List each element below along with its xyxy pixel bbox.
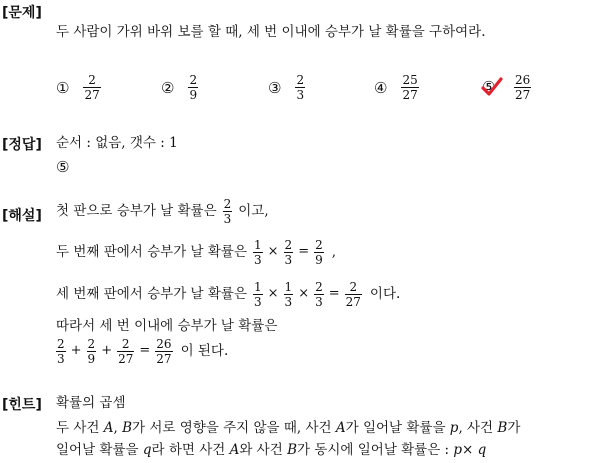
fraction: $\frac{1}{3}$ bbox=[284, 279, 293, 309]
option-marker: ① bbox=[56, 78, 70, 97]
question-text: 두 사람이 가위 바위 보를 할 때, 세 번 이내에 승부가 날 확률을 구하여라. bbox=[56, 24, 486, 40]
solution-line-4: 따라서 세 번 이내에 승부가 날 확률은 bbox=[56, 318, 278, 334]
solution-line-3: 세 번째 판에서 승부가 날 확률은 $\frac{1}{3}$ × $\frac{1}{3}$ × $\frac{2}{3}$ = $\frac{2}{27}$ 이다. bbox=[56, 279, 401, 309]
problem-tag: [문제] bbox=[2, 5, 42, 21]
option-marker: ② bbox=[161, 78, 175, 97]
hint-line-1: 두 사건 A, B가 서로 영향을 주지 않을 때, 사건 A가 일어날 확률을 p, 사건 B가 bbox=[56, 420, 521, 436]
hint-title: 확률의 곱셈 bbox=[56, 395, 126, 411]
option-fraction: $\frac{25}{27}$ bbox=[402, 73, 418, 102]
answer-mark: ⑤ bbox=[56, 158, 70, 176]
fraction: $\frac{2}{3}$ bbox=[315, 279, 323, 309]
fraction: $\frac{2}{3}$ bbox=[223, 196, 232, 226]
option-marker: ④ bbox=[374, 78, 388, 97]
option-3[interactable] bbox=[268, 74, 307, 101]
fraction: $\frac{1}{3}$ bbox=[254, 237, 262, 267]
option-1[interactable] bbox=[56, 74, 103, 101]
option-fraction: $\frac{2}{3}$ bbox=[296, 73, 305, 102]
option-fraction: $\frac{2}{9}$ bbox=[189, 73, 198, 102]
answer-tag: [정답] bbox=[2, 137, 42, 153]
hint-tag: [힌트] bbox=[2, 397, 42, 413]
option-marker: ⑤ bbox=[482, 77, 496, 96]
answer-line: 순서 : 없음, 갯수 : 1 bbox=[56, 135, 178, 151]
fraction: $\frac{26}{27}$ bbox=[156, 336, 172, 366]
check-mark-icon bbox=[482, 79, 500, 97]
option-fraction: $\frac{2}{27}$ bbox=[84, 73, 100, 102]
solution-line-5: $\frac{2}{3}$ + $\frac{2}{9}$ + $\frac{2}{27}$ = $\frac{26}{27}$ 이 된다. bbox=[57, 336, 229, 366]
option-2[interactable] bbox=[161, 74, 200, 101]
fraction: $\frac{2}{9}$ bbox=[87, 336, 96, 366]
option-5[interactable] bbox=[482, 74, 533, 101]
hint-line-2: 일어날 확률을 q라 하면 사건 A와 사건 B가 동시에 일어날 확률은 : p× q bbox=[56, 442, 487, 458]
solution-line-1: 첫 판으로 승부가 날 확률은 $\frac{2}{3}$ 이고, bbox=[56, 196, 269, 226]
fraction: $\frac{2}{3}$ bbox=[57, 336, 65, 366]
fraction: $\frac{2}{27}$ bbox=[118, 336, 134, 366]
fraction: $\frac{2}{9}$ bbox=[315, 237, 323, 267]
fraction: $\frac{2}{27}$ bbox=[345, 279, 361, 309]
option-fraction: $\frac{26}{27}$ bbox=[515, 73, 531, 102]
option-marker: ③ bbox=[268, 78, 282, 97]
solution-tag: [해설] bbox=[2, 208, 42, 224]
option-4[interactable] bbox=[374, 74, 421, 101]
solution-line-2: 두 번째 판에서 승부가 날 확률은 $\frac{1}{3}$ × $\frac{2}{3}$ = $\frac{2}{9}$ , bbox=[56, 237, 337, 267]
fraction: $\frac{2}{3}$ bbox=[284, 237, 293, 267]
fraction: $\frac{1}{3}$ bbox=[254, 279, 262, 309]
